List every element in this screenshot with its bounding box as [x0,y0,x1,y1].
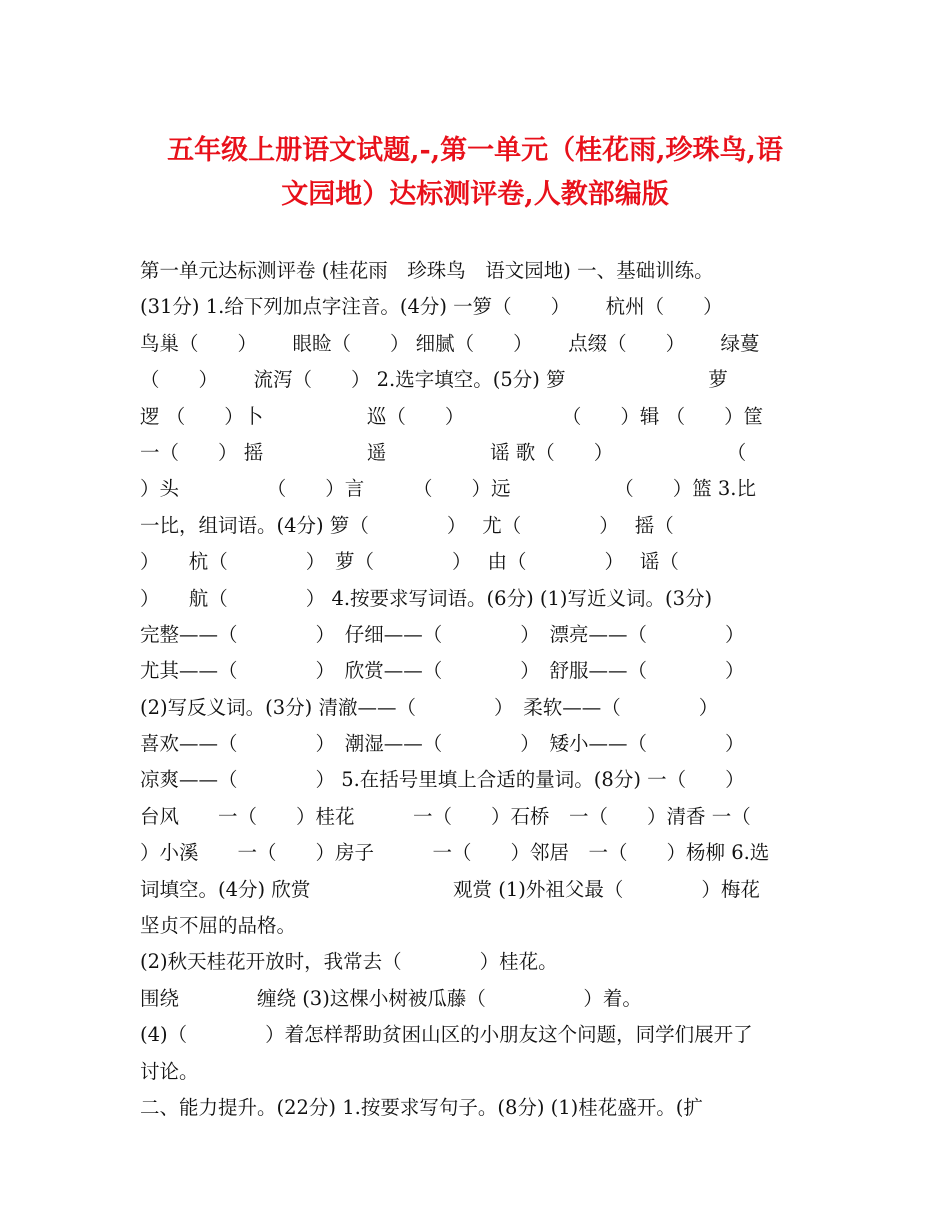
body-line: (2)秋天桂花开放时，我常去（ ）桂花。 [140,950,558,974]
body-line: 围绕 缠绕 (3)这棵小树被瓜藤（ ）着。 [140,986,642,1010]
document-body [140,253,810,1126]
body-line: 凉爽——（ ） 5.在括号里填上合适的量词。(8分) 一（ ） [140,768,745,792]
body-line: 喜欢——（ ） 潮湿——（ ） 矮小——（ ） [140,732,745,756]
body-line: ）小溪 一（ ）房子 一（ ）邻居 一（ ）杨柳 6.选 [140,841,770,865]
body-line: 逻 （ ）卜 巡（ ） （ ）辑 （ ）筐 [140,404,764,428]
body-line: (31分) 1.给下列加点字注音。(4分) 一箩（ ） 杭州（ ） [140,295,723,319]
body-line: 台风 一（ ）桂花 一（ ）石桥 一（ ）清香 一（ [140,804,751,828]
body-line: ） 杭（ ） 萝（ ） 由（ ） 谣（ [140,550,679,574]
body-line: 词填空。(4分) 欣赏 观赏 (1)外祖父最（ ）梅花 [140,877,760,901]
body-line: 一（ ） 摇 遥 谣 歌（ ） （ [140,440,747,464]
body-line: (2)写反义词。(3分) 清澈——（ ） 柔软——（ ） [140,695,719,719]
body-line: 第一单元达标测评卷 (桂花雨 珍珠鸟 语文园地) 一、基础训练。 [140,259,714,282]
body-line: ）头 （ ）言 （ ）远 （ ）篮 3.比 [140,477,757,501]
body-line: 完整——（ ） 仔细——（ ） 漂亮——（ ） [140,622,745,646]
document-title-line-1: 五年级上册语文试题,-,第一单元（桂花雨,珍珠鸟,语 [167,135,783,166]
body-line: 一比，组词语。(4分) 箩（ ） 尤（ ） 摇（ [140,513,674,537]
body-line: (4)（ ）着怎样帮助贫困山区的小朋友这个问题，同学们展开了 [140,1023,753,1047]
body-line: 尤其——（ ） 欣赏——（ ） 舒服——（ ） [140,659,745,683]
body-line: 讨论。 [140,1059,199,1083]
document-title-line-2: 文园地）达标测评卷,人教部编版 [281,179,669,210]
body-line: 鸟巢（ ） 眼睑（ ） 细腻（ ） 点缀（ ） 绿蔓 [140,331,760,355]
body-line: ） 航（ ） 4.按要求写词语。(6分) (1)写近义词。(3分) [140,586,713,610]
body-line: （ ） 流泻（ ） 2.选字填空。(5分) 箩 萝 [140,368,728,392]
body-line: 二、能力提升。(22分) 1.按要求写句子。(8分) (1)桂花盛开。(扩 [140,1095,703,1119]
body-line: 坚贞不屈的品格。 [140,914,297,938]
